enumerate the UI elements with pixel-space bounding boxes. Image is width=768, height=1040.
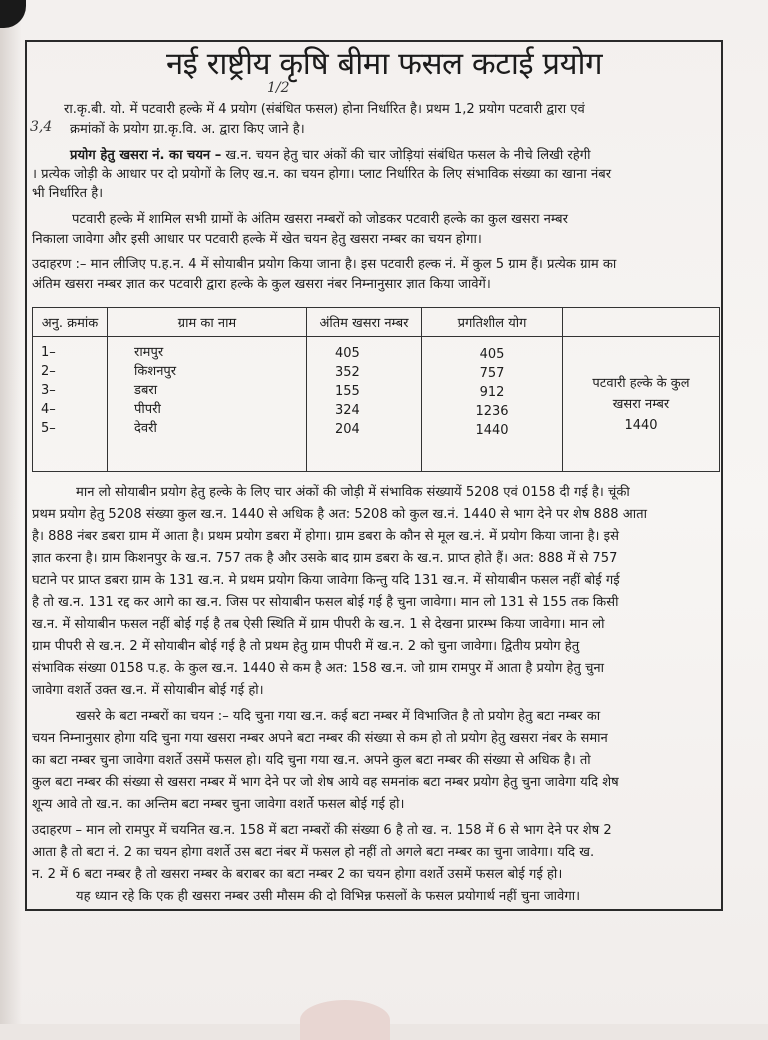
cumulative-column: [422, 337, 563, 472]
header-village: ग्राम का नाम: [108, 308, 307, 337]
total-label-2: खसरा नम्बर: [612, 396, 670, 412]
table-cell-village: डबरा: [134, 383, 158, 398]
para3-line-3: है। 888 नंबर डबरा ग्राम में आता है। प्रथम प्रयोग डबरा में होगा। ग्राम डबरा के कौन से मूल ख.नं. में प्रयोग किया जाना है। इसे: [32, 529, 619, 544]
para4-line-2: चयन निम्नानुसार होगा यदि चुना गया खसरा नम्बर अपने बटा नम्बर की संख्या से कम हो तो प्रयोग हेतु खसरा नंबर के समान: [32, 731, 608, 746]
header-cumulative: प्रगतिशील योग: [422, 308, 563, 337]
para3-line-10: जावेगा वशर्ते उक्त ख.न. में सोयाबीन बोई गई हो।: [32, 683, 264, 698]
table-cell-serial: 2–: [41, 364, 56, 379]
para3-line-8: ग्राम पीपरी से ख.न. 2 में सोयाबीन बोई गई है तो प्रथम हेतु ग्राम पीपरी में ख.न. 2 को चुना जावेगा। द्वितीय प्रयोग हेतु: [32, 639, 580, 654]
para3-line-2: प्रथम प्रयोग हेतु 5208 संख्या कुल ख.न. 1440 से अधिक है अत: 5208 को कुल ख.नं. 1440 से भाग देने पर शेष 888 आता: [32, 507, 648, 522]
header-blank: [563, 308, 720, 337]
handwritten-note-left: 3,4: [30, 119, 53, 135]
selection-line-3: भी निर्धारित है।: [32, 186, 104, 201]
example1-line-1: उदाहरण :– मान लीजिए प.ह.न. 4 में सोयाबीन प्रयोग किया जाना है। इस पटवारी हल्क नं. में कुल 5 ग्राम हैं। प्रत्येक ग्राम का: [32, 257, 617, 272]
handwritten-note-top: 1/2: [267, 80, 290, 96]
selection-line-2: । प्रत्येक जोड़ी के आधार पर दो प्रयोगों के लिए ख.न. का चयन होगा। प्लाट निर्धारित के लिए संभाविक संख्या का खाना नंबर: [32, 167, 612, 182]
header-last-khasra: अंतिम खसरा नम्बर: [307, 308, 422, 337]
para3-line-9: संभाविक संख्या 0158 प.ह. के कुल ख.न. 1440 से कम है अत: 158 ख.न. जो ग्राम रामपुर में आता है प्रयोग हेतु चुना: [32, 661, 605, 676]
table-cell-serial: 3–: [41, 383, 56, 398]
example2-line-3: न. 2 में 6 बटा नम्बर है तो खसरा नम्बर के बराबर का बटा नम्बर 2 का चयन होगा वशर्ते उसमें फसल बोई गई हो।: [32, 867, 563, 882]
para3-line-4: ज्ञात करना है। ग्राम किशनपुर के ख.न. 757 तक है और उसके बाद ग्राम डबरा के ख.न. प्राप्त होते हैं। अत: 888 में से 757: [32, 551, 618, 566]
table-cell-village: पीपरी: [134, 402, 161, 417]
table-cell-serial: 5–: [41, 421, 56, 436]
finger-shadow: [300, 1000, 390, 1040]
intro-line-2: क्रमांकों के प्रयोग ग्रा.कृ.वि. अ. द्वारा किए जाने है।: [70, 122, 305, 137]
table-cell-last-khasra: 324: [335, 403, 360, 418]
table-cell-last-khasra: 204: [335, 422, 360, 437]
selection-line-1: [32, 147, 754, 165]
selection-text-1: ख.न. चयन हेतु चार अंकों की चार जोड़ियां संबंधित फसल के नीचे लिखी रहेगी: [225, 148, 591, 163]
page-edge-shadow: [0, 0, 22, 1024]
note-line: यह ध्यान रहे कि एक ही खसरा नम्बर उसी मौसम की दो विभिन्न फसलों के फसल प्रयोगार्थ नहीं चुना जावेगा।: [76, 889, 581, 904]
table-cell-last-khasra: 405: [335, 346, 360, 361]
total-label-1: पटवारी हल्के के कुल: [592, 375, 690, 391]
para3-line-6: है तो ख.न. 131 रद्द कर आगे का ख.न. जिस पर सोयाबीन फसल बोई गई है चुना जावेगा। मान लो 131 से 155 तक किसी: [32, 595, 619, 610]
example1-line-2: अंतिम खसरा नम्बर ज्ञात कर पटवारी द्वारा हल्के के कुल खसरा नंबर निम्नानुसार ज्ञात किया जावेगें।: [32, 277, 491, 292]
selection-heading: प्रयोग हेतु खसरा नं. का चयन –: [70, 148, 222, 163]
total-value: 1440: [624, 417, 658, 433]
table-cell-cumulative: 1440: [475, 423, 509, 438]
table-cell-last-khasra: 352: [335, 365, 360, 380]
table-body-row: [33, 337, 720, 472]
table-cell-serial: 4–: [41, 402, 56, 417]
village-column: [108, 337, 307, 472]
table-cell-cumulative: 405: [479, 347, 505, 362]
village-khasra-table: [32, 307, 720, 472]
para3-line-7: ख.न. में सोयाबीन फसल नहीं बोई गई है तब ऐसी स्थिति में ग्राम पीपरी के ख.न. 1 से देखना प्रारम्भ किया जावेगा। मान लो: [32, 617, 605, 632]
para4-line-4: कुल बटा नम्बर की संख्या से खसरा नम्बर में भाग देने पर जो शेष आये वह समनांक बटा नम्बर प्रयोग हेतु चुना जावेगा यदि शेष: [32, 775, 619, 790]
table-cell-village: किशनपुर: [134, 364, 177, 379]
table-cell-cumulative: 1236: [475, 404, 509, 419]
total-cell: [563, 337, 720, 472]
table-cell-serial: 1–: [41, 345, 56, 360]
para3-line-5: घटाने पर प्राप्त डबरा ग्राम के 131 ख.न. मे प्रथम प्रयोग किया जावेगा किन्तु यदि 131 ख.न. में सोयाबीन फसल नहीं बोई गई: [32, 573, 620, 588]
table-cell-village: रामपुर: [134, 345, 164, 360]
para4-line-1: खसरे के बटा नम्बरों का चयन :– यदि चुना गया ख.न. कई बटा नम्बर में विभाजित है तो प्रयोग हेतु बटा नम्बर का: [76, 709, 601, 724]
last-khasra-column: [307, 337, 422, 472]
example2-line-1: उदाहरण – मान लो रामपुर में चयनित ख.न. 158 में बटा नम्बरों की संख्या 6 है तो ख. न. 158 में 6 से भाग देने पर शेष 2: [32, 823, 612, 838]
table-cell-last-khasra: 155: [335, 384, 360, 399]
page-title: नई राष्ट्रीय कृषि बीमा फसल कटाई प्रयोग: [165, 46, 603, 82]
para2-line-1: पटवारी हल्के में शामिल सभी ग्रामों के अंतिम खसरा नम्बरों को जोडकर पटवारी हल्के का कुल खसरा नम्बर: [72, 212, 568, 227]
serial-column: [33, 337, 108, 472]
para3-line-1: मान लो सोयाबीन प्रयोग हेतु हल्के के लिए चार अंकों की जोड़ी में संभाविक संख्यायें 5208 एवं 0158 दी गई है। चूंकी: [76, 485, 630, 500]
para4-line-5: शून्य आवे तो ख.न. का अन्तिम बटा नम्बर चुना जावेगा वशर्ते फसल बोई गई हो।: [32, 797, 405, 812]
para2-line-2: निकाला जावेगा और इसी आधार पर पटवारी हल्के में खेत चयन हेतु खसरा नम्बर का चयन होगा।: [32, 232, 482, 247]
table-header-row: [33, 308, 720, 337]
table-cell-cumulative: 757: [479, 366, 505, 381]
header-serial: अनु. क्रमांक: [33, 308, 108, 337]
intro-line-1: रा.कृ.बी. यो. में पटवारी हल्के में 4 प्रयोग (संबंधित फसल) होना निर्धारित है। प्रथम 1,2 प्रयोग पटवारी द्वारा एवं: [64, 102, 585, 117]
example2-line-2: आता है तो बटा नं. 2 का चयन होगा वशर्ते उस बटा नंबर में फसल हो नहीं तो अगले बटा नम्बर का चुना जावेगा। यदि ख.: [32, 845, 595, 860]
table-cell-village: देवरी: [134, 421, 157, 436]
para4-line-3: का बटा नम्बर चुना जावेगा वशर्ते उसमें फसल हो। यदि चुना गया ख.न. अपने कुल बटा नम्बर की संख्या से अधिक है। तो: [32, 753, 591, 768]
table-cell-cumulative: 912: [479, 385, 505, 400]
